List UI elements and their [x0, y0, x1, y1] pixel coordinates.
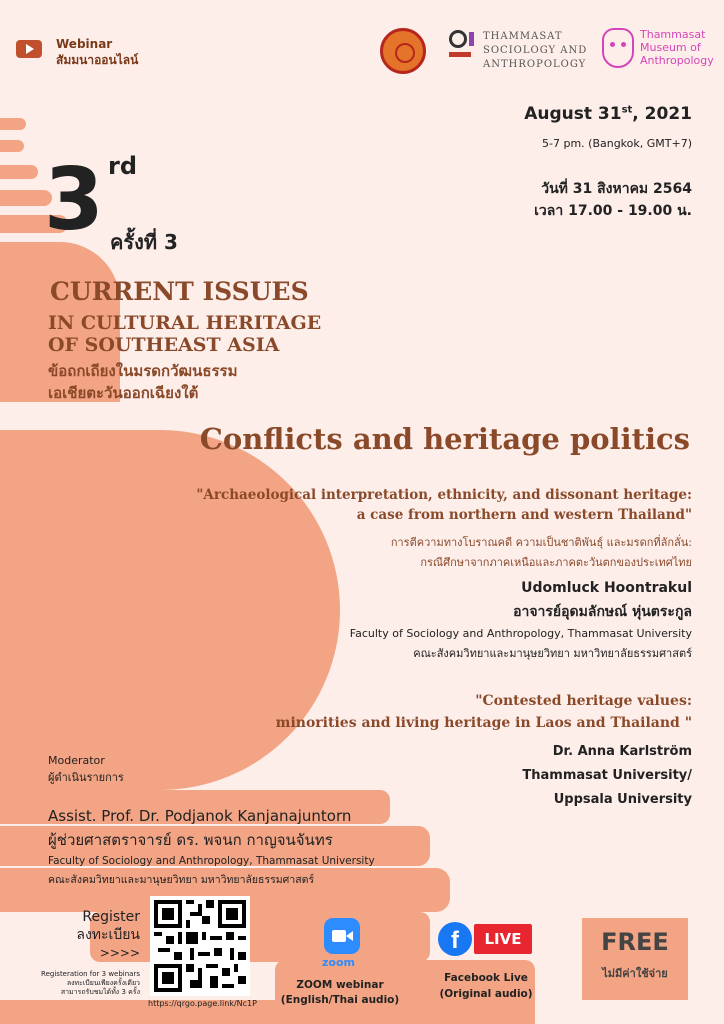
- event-time-th: เวลา 17.00 - 19.00 น.: [534, 203, 692, 219]
- register-note1: Registeration for 3 webinars: [41, 970, 140, 978]
- moderator-label-th: ผู้ดำเนินรายการ: [48, 771, 124, 784]
- deco-base: [90, 912, 430, 962]
- deco-stupa-dome: [0, 430, 340, 790]
- talk1-affiliation: Faculty of Sociology and Anthropology, Thammasat University: [349, 627, 692, 640]
- webinar-label-th: สัมมนาออนไลน์: [56, 53, 139, 67]
- register-arrows: >>>>: [99, 946, 140, 960]
- edition-number: 3: [44, 150, 104, 250]
- facebook-audio: (Original audio): [439, 988, 533, 1000]
- series-title-th1: ข้อถกเถียงในมรดกวัฒนธรรม: [48, 362, 238, 380]
- moderator-affiliation: Faculty of Sociology and Anthropology, Thammasat University: [48, 855, 375, 867]
- zoom-audio: (English/Thai audio): [280, 994, 400, 1006]
- deco-stripe: [0, 140, 24, 152]
- series-title-line2: IN CULTURAL HERITAGE: [48, 312, 322, 334]
- talk1-title-th1: การตีความทางโบราณคดี ความเป็นชาติพันธุ์ และมรดกที่ลักลั่น:: [390, 536, 692, 549]
- deco-stripe: [0, 165, 38, 179]
- facebook-icon: f: [438, 922, 472, 956]
- registration-qr-code[interactable]: [150, 896, 250, 996]
- talk1-affiliation-th: คณะสังคมวิทยาและมานุษยวิทยา มหาวิทยาลัยธรรมศาสตร์: [413, 647, 692, 660]
- talk2-affiliation1: Thammasat University/: [522, 768, 692, 783]
- deco-stripe: [0, 118, 26, 130]
- webinar-icon: [16, 40, 42, 58]
- museum-mask-logo: [602, 28, 634, 68]
- register-note2: ลงทะเบียนเพียงครั้งเดียว: [66, 979, 140, 987]
- edition-th: ครั้งที่ 3: [110, 230, 178, 254]
- series-title-line3: OF SOUTHEAST ASIA: [48, 334, 280, 356]
- register-label[interactable]: Register: [82, 909, 140, 925]
- moderator-affiliation-th: คณะสังคมวิทยาและมานุษยวิทยา มหาวิทยาลัยธรรมศาสตร์: [48, 874, 315, 886]
- soc-anthro-logo: [449, 30, 471, 57]
- register-note3: สามารถรับชมได้ทั้ง 3 ครั้ง: [60, 988, 140, 996]
- soc-logo-line2: SOCIOLOGY AND: [483, 45, 588, 56]
- zoom-label: ZOOM webinar: [296, 979, 384, 991]
- main-title: Conflicts and heritage politics: [199, 422, 690, 456]
- free-badge: [582, 918, 688, 1000]
- talk2-title-line1: "Contested heritage values:: [475, 693, 692, 709]
- live-badge: LIVE: [474, 924, 532, 954]
- talk1-title-line1: "Archaeological interpretation, ethnicity, and dissonant heritage:: [196, 487, 692, 503]
- free-label-th: ไม่มีค่าใช้จ่าย: [602, 967, 668, 980]
- museum-logo-line3: Anthropology: [640, 54, 714, 67]
- museum-logo-line1: Thammasat: [640, 28, 706, 41]
- talk1-speaker: Udomluck Hoontrakul: [521, 580, 692, 596]
- registration-url[interactable]: https://qrgo.page.link/Nc1P: [148, 999, 257, 1008]
- thammasat-seal-logo: [380, 28, 426, 74]
- event-date: August 31st, 2021: [524, 104, 692, 124]
- event-time: 5-7 pm. (Bangkok, GMT+7): [542, 137, 692, 150]
- talk1-title-line2: a case from northern and western Thailand": [356, 507, 692, 523]
- talk2-affiliation2: Uppsala University: [553, 792, 692, 807]
- webinar-label: Webinar: [56, 37, 113, 51]
- soc-logo-line1: THAMMASAT: [483, 31, 563, 42]
- talk2-title-line2: minorities and living heritage in Laos and Thailand ": [275, 715, 692, 731]
- edition-suffix: rd: [108, 152, 138, 180]
- talk2-speaker: Dr. Anna Karlström: [552, 744, 692, 759]
- soc-logo-line3: ANTHROPOLOGY: [483, 59, 587, 70]
- register-label-th: ลงทะเบียน: [76, 927, 140, 943]
- free-label: FREE: [601, 928, 669, 956]
- series-title-th2: เอเชียตะวันออกเฉียงใต้: [48, 384, 199, 402]
- moderator-name-th: ผู้ช่วยศาสตราจารย์ ดร. พจนก กาญจนจันทร: [48, 831, 333, 849]
- talk1-speaker-th: อาจารย์อุดมลักษณ์ หุ่นตระกูล: [513, 604, 692, 620]
- museum-logo-line2: Museum of: [640, 41, 701, 54]
- talk1-title-th2: กรณีศึกษาจากภาคเหนือและภาคตะวันตกของประเทศไทย: [420, 556, 692, 569]
- moderator-name: Assist. Prof. Dr. Podjanok Kanjanajuntorn: [48, 807, 352, 825]
- series-title-line1: CURRENT ISSUES: [50, 277, 309, 306]
- moderator-label: Moderator: [48, 754, 105, 767]
- facebook-live-label: Facebook Live: [444, 972, 528, 984]
- zoom-wordmark: zoom: [322, 956, 355, 969]
- event-date-th: วันที่ 31 สิงหาคม 2564: [541, 181, 692, 197]
- zoom-icon: [324, 918, 360, 954]
